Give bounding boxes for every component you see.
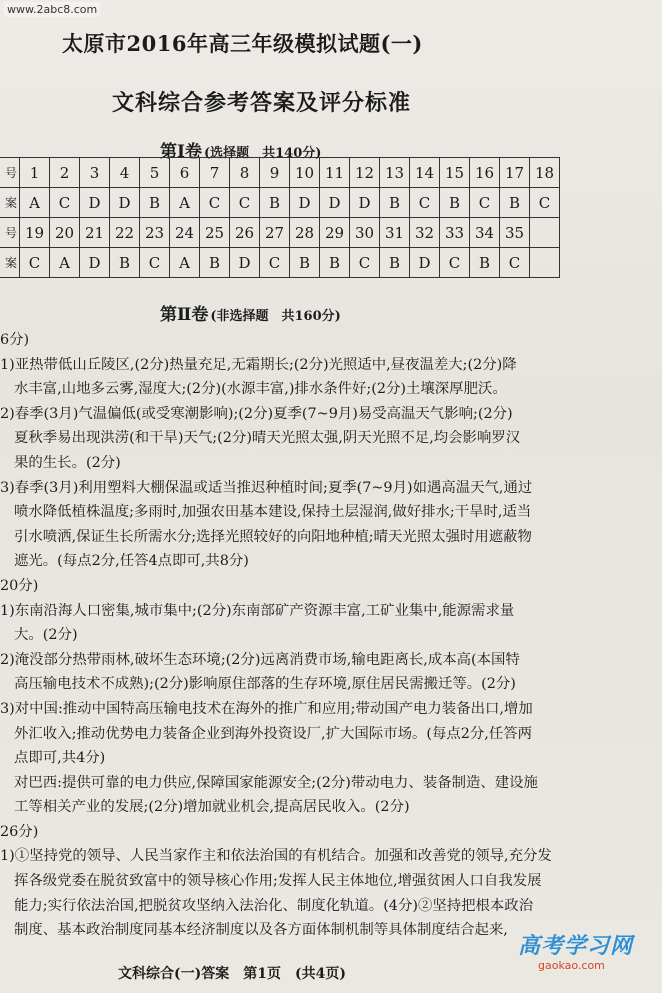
question-number-cell: 34 bbox=[470, 218, 500, 248]
question-number-cell: 6 bbox=[170, 158, 200, 188]
answer-cell bbox=[530, 248, 560, 278]
question-number-cell: 10 bbox=[290, 158, 320, 188]
question-number-cell: 31 bbox=[380, 218, 410, 248]
answer-row bbox=[0, 248, 560, 278]
question-number-cell: 20 bbox=[50, 218, 80, 248]
answer-line: 制度、基本政治制度同基本经济制度以及各方面体制机制等具体制度结合起来, bbox=[14, 922, 508, 939]
answer-cell: B bbox=[110, 248, 140, 278]
answer-cell: C bbox=[230, 188, 260, 218]
answer-cell: C bbox=[200, 188, 230, 218]
answer-cell: B bbox=[440, 188, 470, 218]
answer-cell: C bbox=[440, 248, 470, 278]
question-number-cell: 26 bbox=[230, 218, 260, 248]
question-number-cell: 17 bbox=[500, 158, 530, 188]
question-number-cell: 1 bbox=[20, 158, 50, 188]
answer-cell: C bbox=[140, 248, 170, 278]
answer-body bbox=[0, 328, 662, 943]
answer-line: 夏秋季易出现洪涝(和干旱)天气;(2分)晴天光照太强,阴天光照不足,均会影响罗汉 bbox=[14, 430, 521, 447]
answer-cell: C bbox=[20, 248, 50, 278]
question-number-cell: 4 bbox=[110, 158, 140, 188]
answer-line: 水丰富,山地多云雾,湿度大;(2分)(水源丰富,)排水条件好;(2分)土壤深厚肥沃。 bbox=[14, 381, 507, 398]
answer-row bbox=[0, 188, 560, 218]
answer-line: 能力;实行依法治国,把脱贫攻坚纳入法治化、制度化轨道。(4分)②坚持把根本政治 bbox=[14, 897, 534, 914]
answer-line: 遮光。(每点2分,任答4点即可,共8分) bbox=[14, 553, 249, 570]
answer-cell: A bbox=[170, 188, 200, 218]
answer-cell: C bbox=[50, 188, 80, 218]
answer-line: 对巴西:提供可靠的电力供应,保障国家能源安全;(2分)带动电力、装备制造、建设施 bbox=[14, 774, 538, 791]
logo-sub-text: gaokao.com bbox=[538, 959, 605, 972]
question-number-row bbox=[0, 218, 560, 248]
answer-cell: B bbox=[380, 188, 410, 218]
answer-line: 2)淹没部分热带雨林,破坏生态环境;(2分)远离消费市场,输电距离长,成本高(本国特 bbox=[0, 651, 520, 668]
answer-table bbox=[0, 157, 560, 278]
logo-main-text: 高考学习网 bbox=[518, 934, 634, 959]
part1-note: (选择题 共140分) bbox=[203, 146, 322, 161]
answer-cell: B bbox=[320, 248, 350, 278]
question-number-cell: 24 bbox=[170, 218, 200, 248]
answer-cell: C bbox=[470, 188, 500, 218]
answer-line: 20分) bbox=[0, 577, 39, 594]
answer-cell: B bbox=[500, 188, 530, 218]
question-number-cell: 23 bbox=[140, 218, 170, 248]
answer-line: 1)东南沿海人口密集,城市集中;(2分)东南部矿产资源丰富,工矿业集中,能源需求量 bbox=[0, 602, 515, 619]
row-label-cell: 号 bbox=[0, 158, 20, 188]
answer-line: 外汇收入;推动优势电力装备企业到海外投资设厂,扩大国际市场。(每点2分,任答两 bbox=[14, 725, 533, 742]
question-number-cell: 32 bbox=[410, 218, 440, 248]
answer-line: 2)春季(3月)气温偏低(或受寒潮影响);(2分)夏季(7~9月)易受高温天气影响;(2分) bbox=[0, 405, 513, 422]
question-number-cell: 33 bbox=[440, 218, 470, 248]
question-number-cell: 11 bbox=[320, 158, 350, 188]
answer-cell: A bbox=[20, 188, 50, 218]
question-number-cell: 7 bbox=[200, 158, 230, 188]
part2-note: (非选择题 共160分) bbox=[210, 309, 341, 324]
answer-line: 1)①坚持党的领导、人民当家作主和依法治国的有机结合。加强和改善党的领导,充分发 bbox=[0, 848, 552, 865]
answer-line: 引水喷洒,保证生长所需水分;选择光照较好的向阳地种植;晴天光照太强时用遮蔽物 bbox=[14, 528, 532, 545]
answer-cell: C bbox=[410, 188, 440, 218]
answer-key-subtitle: 文科综合参考答案及评分标准 bbox=[112, 90, 412, 116]
question-number-cell: 5 bbox=[140, 158, 170, 188]
answer-cell: B bbox=[140, 188, 170, 218]
question-number-cell: 14 bbox=[410, 158, 440, 188]
question-number-cell: 35 bbox=[500, 218, 530, 248]
question-number-cell: 8 bbox=[230, 158, 260, 188]
question-number-cell bbox=[530, 218, 560, 248]
answer-cell: D bbox=[80, 188, 110, 218]
question-number-cell: 19 bbox=[20, 218, 50, 248]
part2-title: 第Ⅱ卷 bbox=[160, 305, 209, 325]
question-number-cell: 25 bbox=[200, 218, 230, 248]
question-number-row bbox=[0, 158, 560, 188]
question-number-cell: 9 bbox=[260, 158, 290, 188]
question-number-cell: 22 bbox=[110, 218, 140, 248]
exam-title: 太原市2016年高三年级模拟试题(一) bbox=[62, 31, 423, 56]
answer-cell: B bbox=[290, 248, 320, 278]
question-number-cell: 18 bbox=[530, 158, 560, 188]
answer-cell: A bbox=[50, 248, 80, 278]
answer-cell: B bbox=[470, 248, 500, 278]
answer-line: 3)对中国:推动中国特高压输电技术在海外的推广和应用;带动国产电力装备出口,增加 bbox=[0, 700, 533, 717]
question-number-cell: 13 bbox=[380, 158, 410, 188]
answer-line: 1)亚热带低山丘陵区,(2分)热量充足,无霜期长;(2分)光照适中,昼夜温差大;(2分)降 bbox=[0, 356, 517, 373]
answer-line: 大。(2分) bbox=[14, 627, 78, 644]
answer-cell: D bbox=[350, 188, 380, 218]
answer-line: 高压输电技术不成熟);(2分)影响原住部落的生存环境,原住居民需搬迁等。(2分) bbox=[14, 676, 516, 693]
question-number-cell: 3 bbox=[80, 158, 110, 188]
answer-line: 挥各级党委在脱贫致富中的领导核心作用;发挥人民主体地位,增强贫困人口自我发展 bbox=[14, 873, 542, 890]
answer-line: 果的生长。(2分) bbox=[14, 454, 121, 471]
question-number-cell: 12 bbox=[350, 158, 380, 188]
row-label-cell: 案 bbox=[0, 248, 20, 278]
answer-cell: D bbox=[290, 188, 320, 218]
question-number-cell: 21 bbox=[80, 218, 110, 248]
answer-line: 26分) bbox=[0, 823, 39, 840]
page-footer: 文科综合(一)答案 第1页 (共4页) bbox=[118, 966, 346, 982]
answer-cell: A bbox=[170, 248, 200, 278]
part1-title: 第Ⅰ卷 bbox=[160, 142, 202, 162]
question-number-cell: 16 bbox=[470, 158, 500, 188]
row-label-cell: 案 bbox=[0, 188, 20, 218]
answer-cell: B bbox=[200, 248, 230, 278]
site-logo bbox=[518, 929, 658, 981]
answer-line: 喷水降低植株温度;多雨时,加强农田基本建设,保持土层湿润,做好排水;干旱时,适当 bbox=[14, 504, 532, 521]
answer-line: 点即可,共4分) bbox=[14, 750, 106, 767]
answer-cell: D bbox=[110, 188, 140, 218]
question-number-cell: 28 bbox=[290, 218, 320, 248]
answer-line: 6分) bbox=[0, 332, 30, 348]
question-number-cell: 27 bbox=[260, 218, 290, 248]
question-number-cell: 30 bbox=[350, 218, 380, 248]
part2-heading bbox=[160, 300, 341, 325]
answer-cell: D bbox=[410, 248, 440, 278]
answer-cell: D bbox=[230, 248, 260, 278]
answer-cell: D bbox=[320, 188, 350, 218]
answer-cell: D bbox=[80, 248, 110, 278]
answer-cell: B bbox=[380, 248, 410, 278]
answer-cell: B bbox=[260, 188, 290, 218]
question-number-cell: 2 bbox=[50, 158, 80, 188]
question-number-cell: 15 bbox=[440, 158, 470, 188]
answer-cell: C bbox=[500, 248, 530, 278]
answer-cell: C bbox=[530, 188, 560, 218]
row-label-cell: 号 bbox=[0, 218, 20, 248]
answer-cell: C bbox=[260, 248, 290, 278]
answer-line: 工等相关产业的发展;(2分)增加就业机会,提高居民收入。(2分) bbox=[14, 799, 410, 816]
watermark-url: www.2abc8.com bbox=[4, 2, 100, 17]
answer-line: 3)春季(3月)利用塑料大棚保温或适当推迟种植时间;夏季(7~9月)如遇高温天气,通过 bbox=[0, 479, 533, 496]
answer-cell: C bbox=[350, 248, 380, 278]
question-number-cell: 29 bbox=[320, 218, 350, 248]
